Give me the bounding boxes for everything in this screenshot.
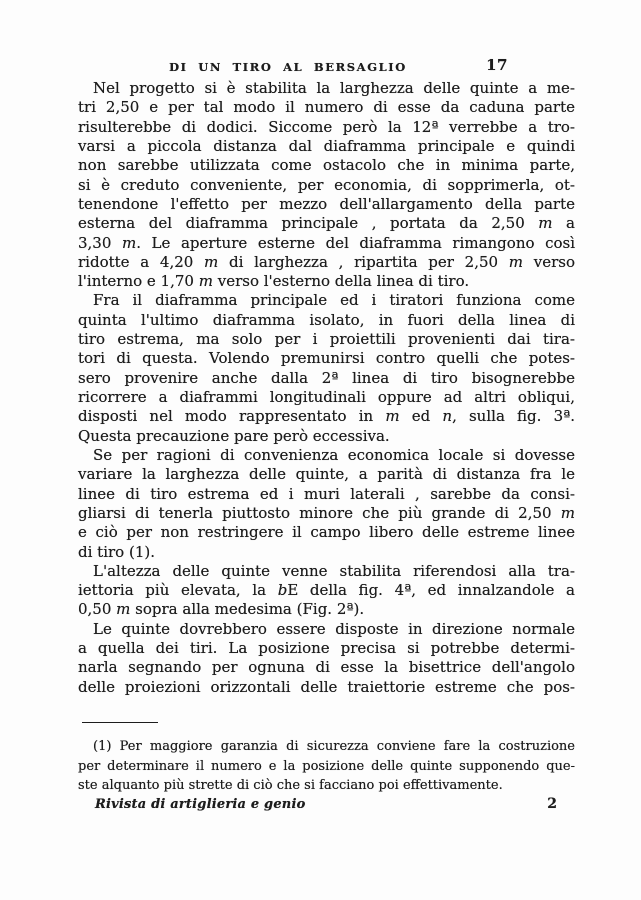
text-line: variare la larghezza delle quinte, a parità di distanza fra le [78, 465, 575, 484]
text-line: tori di questa. Volendo premunirsi contro quelli che potes- [78, 349, 575, 368]
text-line: linee di tiro estrema ed i muri laterali , sarebbe da consi- [78, 484, 575, 503]
text-line: delle proiezioni orizzontali delle traiettorie estreme che pos- [78, 677, 575, 696]
text-line: non sarebbe utilizzata come ostacolo che in minima parte, [78, 156, 575, 175]
text-line: Questa precauzione pare però eccessiva. [78, 426, 390, 445]
text-line: iettoria più elevata, la bE della fig. 4ª, ed innalzandole a [78, 581, 575, 600]
text-line: e ciò per non restringere il campo libero delle estreme linee [78, 523, 575, 542]
text-line: 0,50 m sopra alla medesima (Fig. 2ª). [78, 600, 365, 619]
text-line: gliarsi di tenerla piuttosto minore che più grande di 2,50 m [78, 503, 575, 522]
text-line: disposti nel modo rappresentato in m ed n, sulla fig. 3ª. [78, 407, 576, 426]
text-line: di tiro (1). [78, 542, 155, 561]
footnote-line: (1) Per maggiore garanzia di sicurezza conviene fare la costruzione [93, 739, 575, 754]
text-line: quinta l'ultimo diaframma isolato, in fuori della linea di [78, 310, 575, 329]
footnote-line: ste alquanto più strette di ciò che si facciano poi effettivamente. [78, 778, 503, 794]
page-footer [78, 797, 575, 815]
text-line: tri 2,50 e per tal modo il numero di esse da caduna parte [78, 98, 575, 117]
text-line: Se per ragioni di convenienza economica locale si dovesse [93, 445, 575, 464]
body-text [78, 79, 575, 697]
footnote-separator [82, 722, 158, 723]
text-line: 3,30 m. Le aperture esterne del diaframma rimangono così [78, 233, 575, 252]
text-line: varsi a piccola distanza dal diaframma principale e quindi [78, 136, 575, 155]
text-line: tiro estrema, ma solo per i proiettili provenienti dai tira- [78, 330, 575, 349]
text-line: esterna del diaframma principale , portata da 2,50 m a [78, 214, 575, 233]
text-line: tenendone l'effetto per mezzo dell'allargamento della parte [78, 194, 575, 213]
text-line: ridotte a 4,20 m di larghezza , ripartita per 2,50 m verso [78, 252, 575, 271]
text-line: risulterebbe di dodici. Siccome però la 12ª verrebbe a tro- [78, 117, 575, 136]
page-number: 17 [486, 56, 508, 74]
journal-title: Rivista di artiglieria e genio [95, 797, 306, 812]
running-header [78, 56, 575, 77]
footnote-line: per determinare il numero e la posizione delle quinte supponendo que- [78, 758, 575, 774]
text-line: ricorrere a diaframmi longitudinali oppure ad altri obliqui, [78, 388, 575, 406]
footnote [78, 737, 575, 796]
text-line: narla segnando per ognuna di esse la bisettrice dell'angolo [78, 658, 575, 677]
text-line: sero provenire anche dalla 2ª linea di tiro bisognerebbe [78, 368, 575, 387]
text-line: si è creduto conveniente, per economia, di sopprimerla, ot- [78, 175, 575, 194]
header-title: DI UN TIRO AL BERSAGLIO [169, 60, 407, 74]
sheet-signature: 2 [547, 796, 557, 812]
text-line: L'altezza delle quinte venne stabilita riferendosi alla tra- [93, 561, 575, 580]
text-line: a quella dei tiri. La posizione precisa si potrebbe determi- [78, 639, 575, 658]
text-line: Fra il diaframma principale ed i tiratori funziona come [93, 291, 575, 310]
text-line: Le quinte dovrebbero essere disposte in direzione normale [93, 619, 575, 638]
text-line: l'interno e 1,70 m verso l'esterno della linea di tiro. [78, 272, 470, 291]
text-line: Nel progetto si è stabilita la larghezza delle quinte a me- [93, 79, 575, 97]
